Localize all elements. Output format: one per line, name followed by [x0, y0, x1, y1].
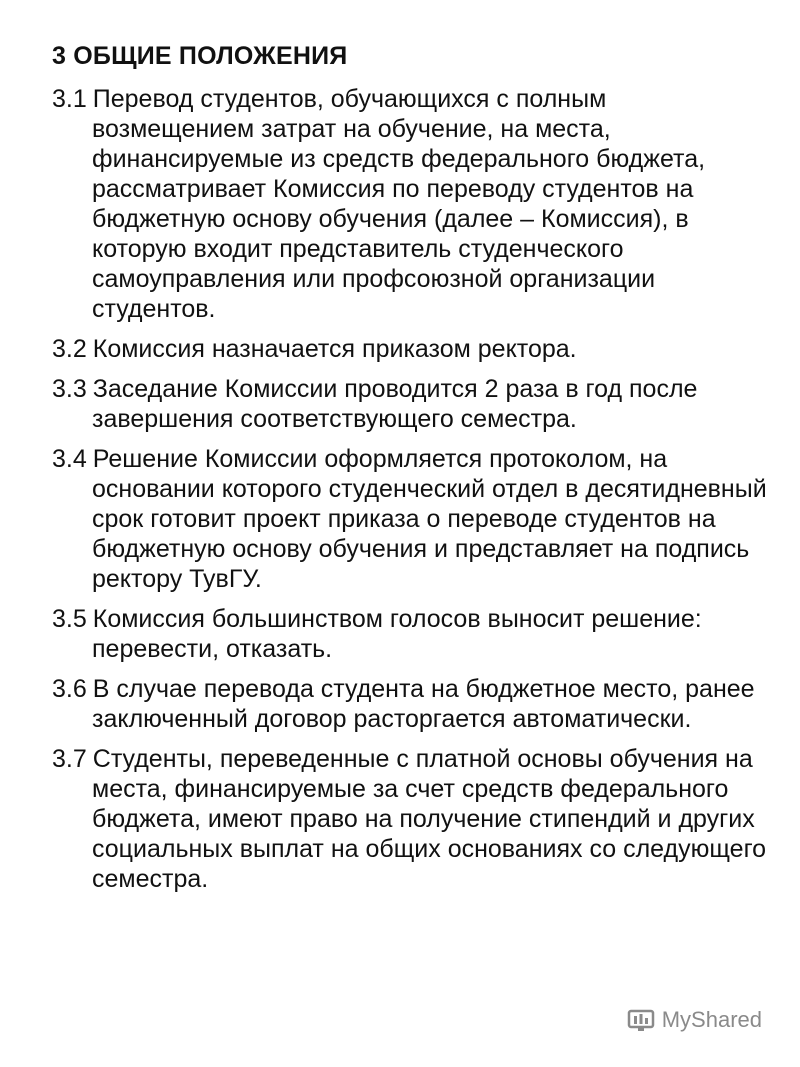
list-item	[52, 334, 770, 364]
item-number: 3.2	[52, 335, 87, 363]
item-number: 3.6	[52, 675, 87, 703]
item-text: Заседание Комиссии проводится 2 раза в год после завершения соответствующего семестра.	[92, 375, 698, 433]
item-text: Комиссия назначается приказом ректора.	[92, 335, 577, 363]
item-text: Студенты, переведенные с платной основы обучения на места, финансируемые за счет средств федерального бюджета, имеют право на получение стипендий и других социальных выплат на общих основаниях со следующего семестра.	[92, 745, 767, 893]
item-text: Комиссия большинством голосов выносит решение: перевести, отказать.	[92, 605, 702, 663]
list-item	[52, 444, 770, 594]
item-list	[52, 84, 770, 904]
myshared-logo-icon	[626, 1007, 656, 1033]
list-item	[52, 674, 770, 734]
item-number: 3.5	[52, 605, 87, 633]
watermark-text: MyShared	[661, 1007, 762, 1032]
item-number: 3.7	[52, 745, 87, 773]
myshared-watermark[interactable]	[626, 1007, 762, 1033]
list-item	[52, 374, 770, 434]
section-heading: 3 ОБЩИЕ ПОЛОЖЕНИЯ	[52, 42, 348, 70]
list-item	[52, 604, 770, 664]
item-text: Решение Комиссии оформляется протоколом, на основании которого студенческий отдел в десятидневный срок готовит проект приказа о переводе студентов на бюджетную основу обучения и представляет на подпись ректору ТувГУ.	[92, 445, 767, 593]
item-text: Перевод студентов, обучающихся с полным возмещением затрат на обучение, на места, финансируемые из средств федерального бюджета, рассматривает Комиссия по переводу студентов на бюджетную основу обучения (далее – Комиссия), в которую входит представитель студенческого самоуправления или профсоюзной организации студентов.	[92, 85, 706, 323]
list-item	[52, 84, 770, 324]
item-text: В случае перевода студента на бюджетное место, ранее заключенный договор расторгается автоматически.	[92, 675, 755, 733]
item-number: 3.1	[52, 85, 87, 113]
item-number: 3.4	[52, 445, 87, 473]
list-item	[52, 744, 770, 894]
item-number: 3.3	[52, 375, 87, 403]
